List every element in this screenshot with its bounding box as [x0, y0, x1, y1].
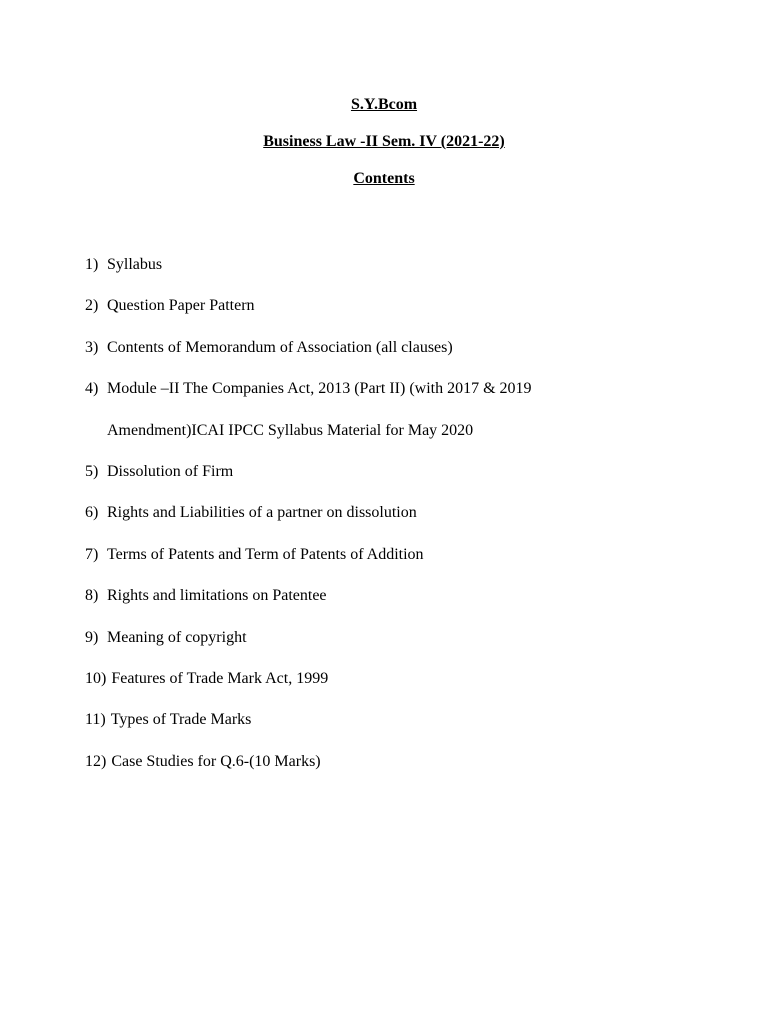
toc-item-4: [85, 379, 725, 440]
toc-item-continuation: Amendment)ICAI IPCC Syllabus Material for May 2020: [107, 421, 474, 439]
toc-item-text: Case Studies for Q.6-(10 Marks): [111, 752, 321, 770]
class-heading: S.Y.Bcom: [350, 96, 418, 113]
toc-item-number: 8): [85, 587, 99, 605]
toc-item-number: 2): [85, 297, 99, 315]
toc-item-text: Rights and limitations on Patentee: [107, 587, 327, 605]
toc-item-3: [85, 338, 725, 358]
toc-item-6: [85, 503, 725, 523]
toc-item-2: [85, 296, 725, 316]
toc-item-text: Module –II The Companies Act, 2013 (Part II) (with 2017 & 2019: [107, 380, 532, 398]
toc-item-number: 3): [85, 338, 99, 356]
toc-item-text: Dissolution of Firm: [107, 462, 234, 480]
subject-heading: Business Law -II Sem. IV (2021-22): [263, 133, 505, 150]
toc-item-number: 1): [85, 256, 99, 273]
toc-item-8: [85, 586, 725, 606]
toc-item-text: Syllabus: [107, 256, 163, 273]
toc-item-text: Terms of Patents and Term of Patents of Addition: [107, 545, 424, 563]
toc-item-5: [85, 462, 725, 482]
toc-item-number: 12): [85, 752, 107, 770]
toc-item-text: Rights and Liabilities of a partner on dissolution: [107, 504, 417, 522]
toc-item-1: [85, 255, 725, 275]
toc-item-number: 5): [85, 462, 99, 480]
contents-heading: Contents: [353, 170, 415, 187]
toc-item-10: [85, 669, 725, 689]
contents-list: [85, 255, 725, 793]
toc-item-text: Question Paper Pattern: [107, 297, 255, 315]
toc-item-9: [85, 628, 725, 648]
toc-item-text: Contents of Memorandum of Association (all clauses): [107, 338, 453, 356]
toc-item-number: 6): [85, 504, 99, 522]
toc-item-number: 7): [85, 545, 99, 563]
toc-item-text: Features of Trade Mark Act, 1999: [111, 669, 329, 687]
toc-item-12: [85, 752, 725, 772]
toc-item-number: 9): [85, 628, 99, 646]
toc-item-text: Types of Trade Marks: [110, 711, 252, 729]
toc-item-number: 10): [85, 669, 107, 687]
toc-item-7: [85, 545, 725, 565]
toc-item-11: [85, 710, 725, 730]
toc-item-number: 4): [85, 380, 99, 398]
toc-item-number: 11): [85, 711, 106, 729]
toc-item-text: Meaning of copyright: [107, 628, 247, 646]
